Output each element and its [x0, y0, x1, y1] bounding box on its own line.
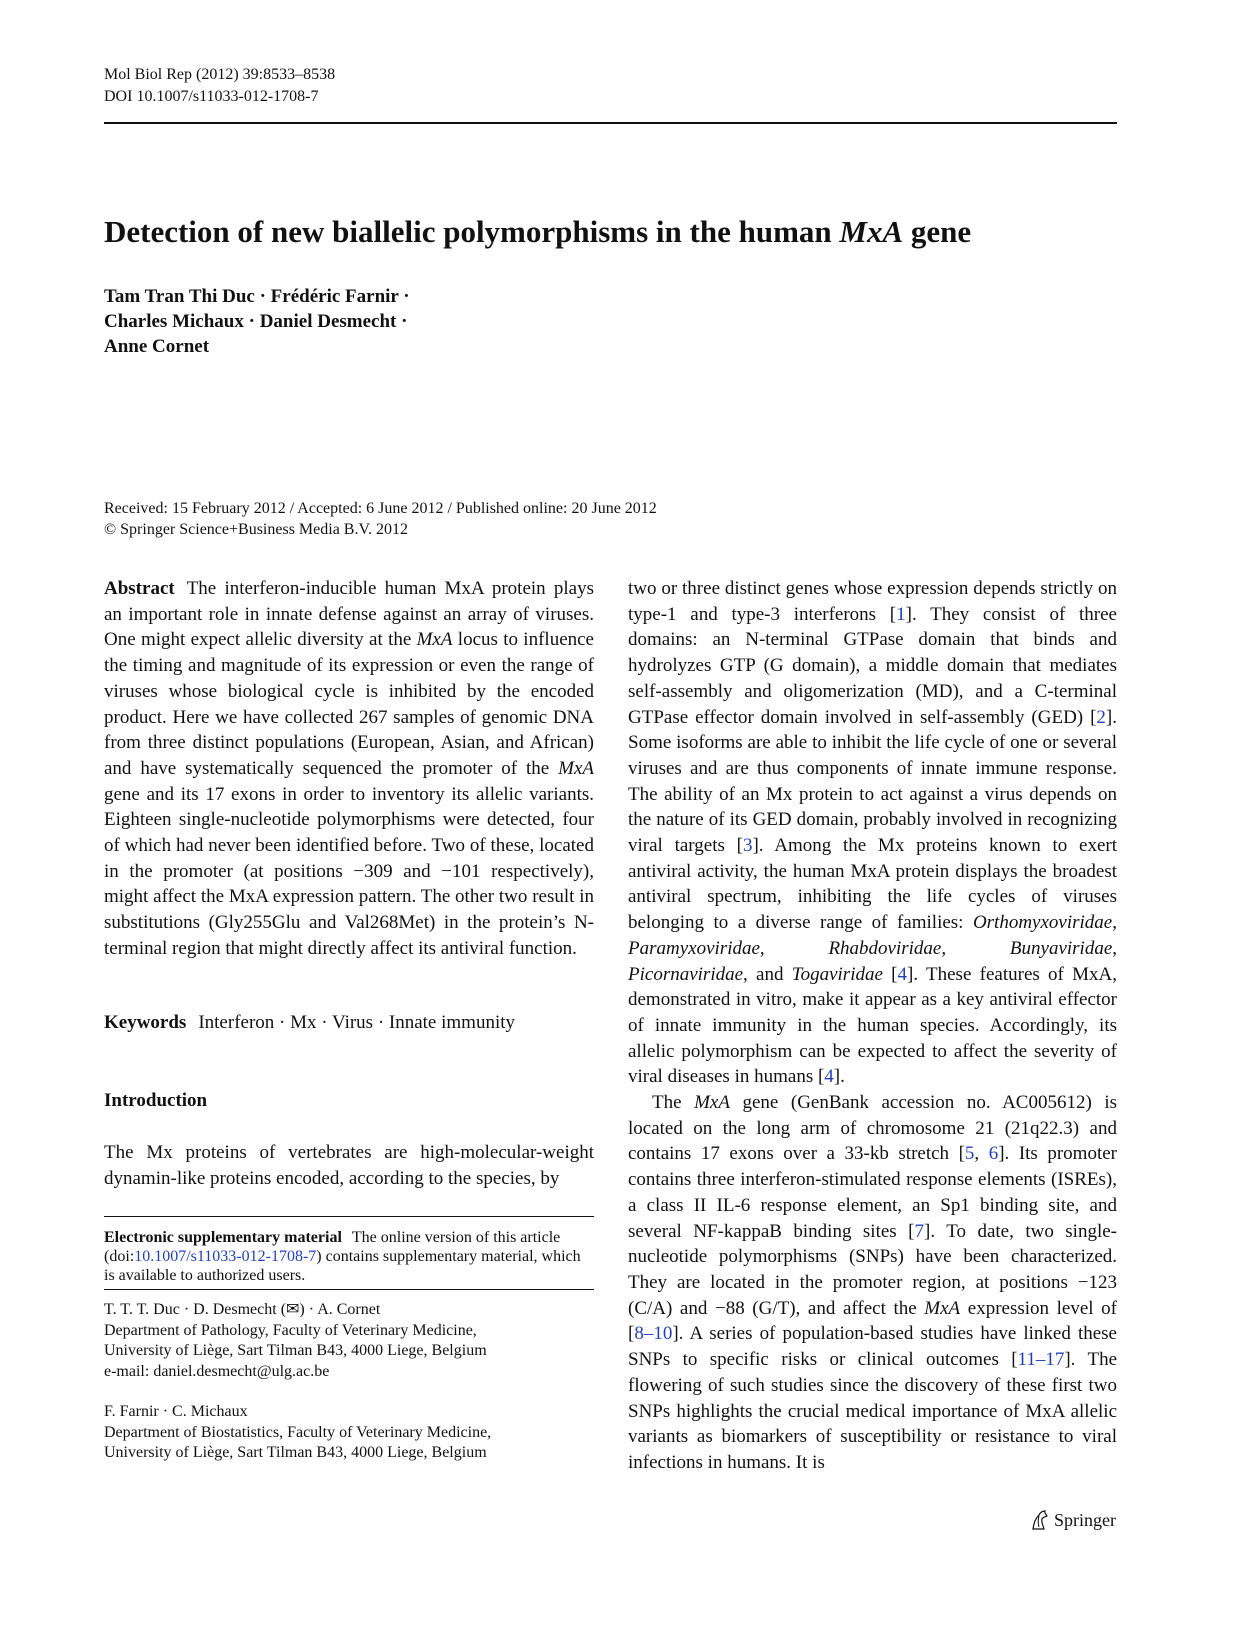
journal-doi: DOI 10.1007/s11033-012-1708-7 — [104, 88, 319, 105]
citation-link[interactable]: 4 — [897, 963, 908, 985]
keywords-heading: Keywords — [104, 1012, 187, 1033]
affiliation-block: T. T. T. Duc · D. Desmecht (✉) · A. Cornet Department of Pathology, Faculty of Veterinary Medicine, University of Liège, Sart Tilman B43, 4000 Liege, Belgium e-mail: daniel.desmecht@ulg.ac.be — [104, 1300, 594, 1382]
citation-link[interactable]: 5 — [964, 1143, 975, 1165]
publisher-logo — [1030, 1509, 1116, 1531]
doi-link[interactable]: 10.1007/s11033-012-1708-7 — [134, 1248, 317, 1265]
date-history: Received: 15 February 2012 / Accepted: 6 June 2012 / Published online: 20 June 2012 — [104, 500, 657, 517]
citation-link[interactable]: 11–17 — [1017, 1349, 1065, 1371]
citation-link[interactable]: 7 — [914, 1220, 924, 1242]
citation-link[interactable]: 3 — [742, 835, 753, 857]
journal-header — [104, 64, 335, 108]
footnote-rule — [104, 1216, 594, 1217]
right-column — [628, 576, 1117, 1476]
citation-link[interactable]: 4 — [824, 1066, 834, 1088]
author-list — [104, 284, 410, 359]
author-line: Anne Cornet — [104, 336, 210, 357]
citation-link[interactable]: 6 — [988, 1143, 999, 1165]
publication-dates — [104, 498, 657, 540]
citation-link[interactable]: 2 — [1096, 706, 1106, 728]
article-title: Detection of new biallelic polymorphisms in the human MxA gene — [104, 214, 972, 249]
citation-link[interactable]: 8–10 — [634, 1323, 673, 1345]
author-line: Tam Tran Thi Duc · Frédéric Farnir · — [104, 286, 410, 307]
abstract: Abstract The interferon-inducible human MxA protein plays an important role in innate defense against an array of viruses. One might expect allelic diversity at the MxA locus to influence the timing and magnitude of its expression or even the range of viruses whose biological cycle is inhibited by the encoded product. Here we have collected 267 samples of genomic DNA from three distinct populations (European, Asian, and African) and have systematically sequenced the promoter of the MxA gene and its 17 exons in order to inventory its allelic variants. Eighteen single-nucleotide polymorphisms were detected, four of which had never been identified before. Two of these, located in the promoter (at positions −309 and −101 respectively), might affect the MxA expression pattern. The other two result in substitutions (Gly255Glu and Val268Met) in the protein’s N-terminal region that might directly affect its antiviral function. — [104, 578, 594, 959]
affiliation-block: F. Farnir · C. Michaux Department of Biostatistics, Faculty of Veterinary Medicine, University of Liège, Sart Tilman B43, 4000 Liege, Belgium — [104, 1403, 492, 1461]
springer-horse-icon — [1030, 1509, 1050, 1531]
paragraph: two or three distinct genes whose expression depends strictly on type-1 and type-3 interferons [1]. They consist of three domains: an N-terminal GTPase domain that binds and hydrolyzes GTP (G domain), a middle domain that mediates self-assembly and oligomerization (MD), and a C-terminal GTPase effector domain involved in self-assembly (GED) [2]. Some isoforms are able to inhibit the life cycle of one or several viruses and are thus components of innate immune response. The ability of an Mx protein to act against a virus depends on the nature of its GED domain, probably involved in recognizing viral targets [3]. Among the Mx proteins known to exert antiviral activity, the human MxA protein displays the broadest antiviral spectrum, inhibiting the life cycles of viruses belonging to a diverse range of families: Orthomyxoviridae, Paramyxoviridae, Rhabdoviridae, Bunyaviridae, Picornaviridae, and Togaviridae [4]. These features of MxA, demonstrated in vitro, make it appear as a key antiviral effector of innate immunity in the human species. Accordingly, its allelic polymorphism can be expected to affect the severity of viral diseases in humans [4]. — [628, 578, 1118, 1088]
journal-citation: Mol Biol Rep (2012) 39:8533–8538 — [104, 66, 336, 83]
publisher-name: Springer — [1054, 1509, 1116, 1530]
header-rule — [104, 122, 1117, 124]
citation-link[interactable]: 1 — [896, 603, 906, 625]
copyright: © Springer Science+Business Media B.V. 2012 — [104, 521, 408, 538]
introduction-heading: Introduction — [104, 1090, 208, 1111]
introduction-text: The Mx proteins of vertebrates are high-molecular-weight dynamin-like proteins encoded, according to the species, by — [104, 1142, 594, 1189]
email[interactable]: e-mail: daniel.desmecht@ulg.ac.be — [104, 1362, 330, 1380]
keywords — [104, 1010, 515, 1035]
paragraph: The MxA gene (GenBank accession no. AC005612) is located on the long arm of chromosome 21 (21q22.3) and contains 17 exons over a 33-kb stretch [5, 6]. Its promoter contains three interferon-stimulated response elements (ISREs), a class II IL-6 response element, an Sp1 binding site, and several NF-kappaB binding sites [7]. To date, two single-nucleotide polymorphisms (SNPs) have been characterized. They are located in the promoter region, at positions −123 (C/A) and −88 (G/T), and affect the MxA expression level of [8–10]. A series of population-based studies have linked these SNPs to specific risks or clinical outcomes [11–17]. The flowering of such studies since the discovery of these first two SNPs highlights the crucial medical importance of MxA allelic variants as biomarkers of susceptibility or resistance to viral infections in humans. It is — [628, 1092, 1118, 1473]
supplementary-note: Electronic supplementary material The online version of this article (doi:10.1007/s11033-012-1708-7) contains supplementary material, which is available to authorized users. — [104, 1229, 581, 1284]
affiliation-rule — [104, 1289, 594, 1290]
keywords-list: Interferon · Mx · Virus · Innate immunity — [198, 1012, 516, 1033]
author-line: Charles Michaux · Daniel Desmecht · — [104, 311, 408, 332]
abstract-heading: Abstract — [104, 578, 175, 599]
